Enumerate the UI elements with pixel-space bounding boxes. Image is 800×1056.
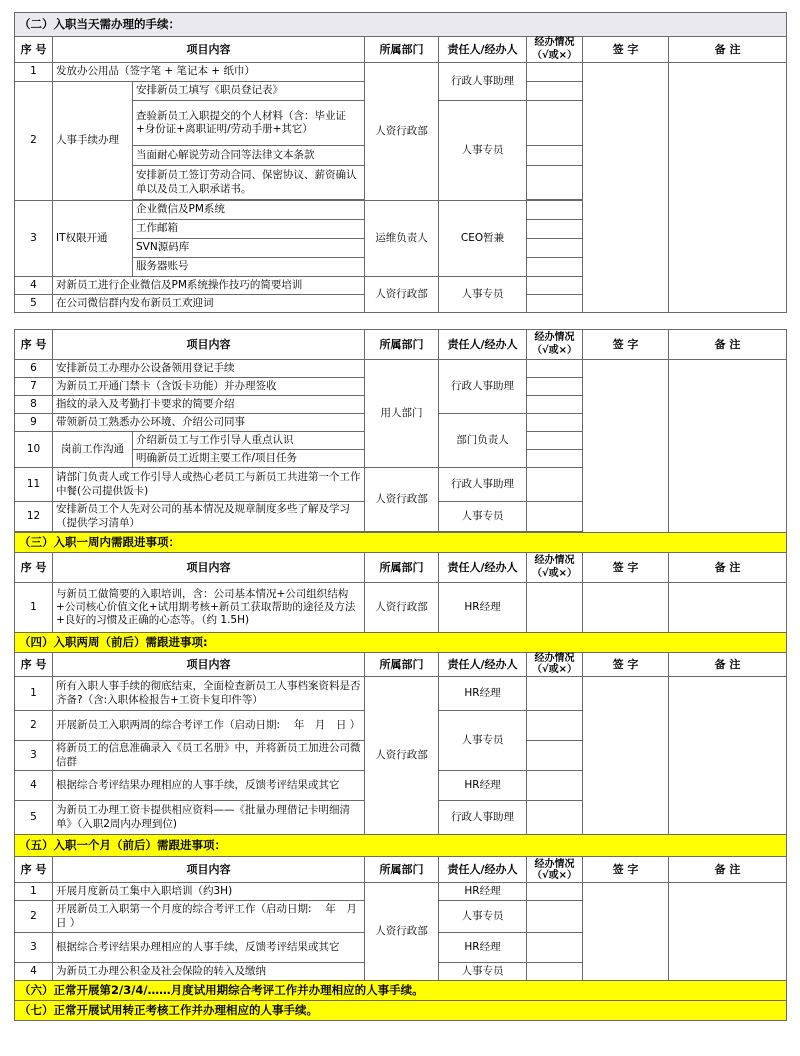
row-dept: 人资行政部: [365, 677, 439, 835]
header-seq: 序 号: [15, 857, 53, 883]
status-cell[interactable]: [527, 258, 583, 277]
row-content: 开展新员工入职两周的综合考评工作（启动日期: 年 月 日 ）: [53, 711, 365, 741]
row-owner: CEO暂兼: [439, 201, 527, 277]
row-content: 发放办公用品（签字笔 + 笔记本 + 纸巾）: [53, 63, 365, 82]
row-subitem: 明确新员工近期主要工作/项目任务: [133, 450, 365, 468]
row-content: 在公司微信群内发布新员工欢迎词: [53, 295, 365, 313]
section-title: （三）入职一周内需跟进事项：: [15, 533, 787, 553]
row-no: 10: [15, 432, 53, 468]
row-owner: 人事专员: [439, 901, 527, 933]
section-title: （六）正常开展第2/3/4/……月度试用期综合考评工作并办理相应的人事手续。: [15, 981, 787, 1001]
row-content: 根据综合考评结果办理相应的人事手续，反馈考评结果或其它: [53, 771, 365, 801]
status-cell[interactable]: [527, 901, 583, 933]
row-no: 3: [15, 201, 53, 277]
header-status: 经办情况 （√或×）: [527, 37, 583, 63]
row-content: 根据综合考评结果办理相应的人事手续，反馈考评结果或其它: [53, 933, 365, 963]
row-no: 3: [15, 933, 53, 963]
header-dept: 所属部门: [365, 653, 439, 677]
section-title: （五）入职一个月（前后）需跟进事项：: [15, 835, 787, 857]
header-sign: 签 字: [583, 37, 669, 63]
header-remark: 备 注: [669, 330, 787, 360]
header-remark: 备 注: [669, 553, 787, 583]
header-dept: 所属部门: [365, 330, 439, 360]
header-seq: 序 号: [15, 330, 53, 360]
status-cell[interactable]: [527, 63, 583, 82]
row-content: 所有入职人事手续的彻底结束，全面检查新员工人事档案资料是否齐备?（含:入职体检报告+工资卡复印件等）: [53, 677, 365, 711]
status-cell[interactable]: [527, 295, 583, 313]
status-cell[interactable]: [527, 583, 583, 633]
row-content: 指纹的录入及考勤打卡要求的简要介绍: [53, 396, 365, 414]
row-owner: HR经理: [439, 933, 527, 963]
row-no: 8: [15, 396, 53, 414]
row-content: 对新员工进行企业微信及PM系统操作技巧的简要培训: [53, 277, 365, 295]
status-cell[interactable]: [527, 396, 583, 414]
status-cell[interactable]: [527, 360, 583, 378]
status-cell[interactable]: [527, 933, 583, 963]
row-no: 5: [15, 801, 53, 835]
section-title: （二）入职当天需办理的手续：: [15, 13, 787, 37]
status-cell[interactable]: [527, 166, 583, 200]
header-content: 项目内容: [53, 37, 365, 63]
row-no: 7: [15, 378, 53, 396]
row-content: 人事手续办理: [53, 82, 133, 201]
row-subitem: 企业微信及PM系统: [133, 201, 365, 220]
header-sign: 签 字: [583, 653, 669, 677]
status-cell[interactable]: [527, 711, 583, 741]
row-no: 4: [15, 277, 53, 295]
row-no: 2: [15, 82, 53, 201]
status-cell[interactable]: [527, 468, 583, 502]
header-seq: 序 号: [15, 37, 53, 63]
status-cell[interactable]: [527, 220, 583, 239]
row-no: 1: [15, 677, 53, 711]
row-no: 1: [15, 63, 53, 82]
row-content: 为新员工开通门禁卡（含饭卡功能）并办理签收: [53, 378, 365, 396]
row-no: 12: [15, 502, 53, 532]
remark-cell[interactable]: [669, 583, 787, 633]
sign-cell[interactable]: [583, 883, 669, 981]
header-owner: 责任人/经办人: [439, 37, 527, 63]
row-no: 4: [15, 963, 53, 981]
header-sign: 签 字: [583, 857, 669, 883]
header-owner: 责任人/经办人: [439, 653, 527, 677]
row-no: 5: [15, 295, 53, 313]
table-day-one: [14, 12, 787, 313]
sign-cell[interactable]: [583, 360, 669, 533]
row-owner: HR经理: [439, 583, 527, 633]
row-content: 安排新员工个人先对公司的基本情况及规章制度多些了解及学习（提供学习清单）: [53, 502, 365, 532]
row-owner: HR经理: [439, 883, 527, 901]
row-content: 安排新员工办理办公设备领用登记手续: [53, 360, 365, 378]
header-owner: 责任人/经办人: [439, 553, 527, 583]
row-subitem: 查验新员工入职提交的个人材料（含：毕业证+身份证+离职证明/劳动手册+其它）: [133, 101, 365, 146]
row-owner: 人事专员: [439, 711, 527, 771]
row-dept: 人资行政部: [365, 583, 439, 633]
row-no: 3: [15, 741, 53, 771]
header-content: 项目内容: [53, 553, 365, 583]
row-no: 6: [15, 360, 53, 378]
onboarding-checklist: [14, 12, 786, 1021]
row-owner: 行政人事助理: [439, 468, 527, 502]
status-cell[interactable]: [527, 432, 583, 450]
header-status: 经办情况 （√或×）: [527, 653, 583, 677]
row-content: 与新员工做简要的入职培训，含：公司基本情况+公司组织结构+公司核心价值文化+试用期考核+新员工获取帮助的途径及方法+良好的习惯及正确的心态等。（约 1.5H): [53, 583, 365, 633]
sign-cell[interactable]: [583, 63, 669, 313]
row-owner: HR经理: [439, 771, 527, 801]
row-dept: 用人部门: [365, 360, 439, 468]
header-seq: 序 号: [15, 653, 53, 677]
row-content: 为新员工办理工资卡提供相应资料——《批量办理借记卡明细清单》（入职2周内办理到位): [53, 801, 365, 835]
row-content: 岗前工作沟通: [53, 432, 133, 468]
row-dept: 人资行政部: [365, 468, 439, 532]
row-owner: 行政人事助理: [439, 801, 527, 835]
header-sign: 签 字: [583, 330, 669, 360]
row-dept: 人资行政部: [365, 63, 439, 201]
row-owner: HR经理: [439, 677, 527, 711]
row-content: 为新员工办理公积金及社会保险的转入及缴纳: [53, 963, 365, 981]
status-cell[interactable]: [527, 201, 583, 220]
row-content: 开展新员工入职第一个月度的综合考评工作（启动日期: 年 月 日 ）: [53, 901, 365, 933]
row-no: 2: [15, 901, 53, 933]
row-content: 开展月度新员工集中入职培训（约3H): [53, 883, 365, 901]
sign-cell[interactable]: [583, 583, 669, 633]
row-subitem: 工作邮箱: [133, 220, 365, 239]
header-content: 项目内容: [53, 857, 365, 883]
section-title: （七）正常开展试用转正考核工作并办理相应的人事手续。: [15, 1001, 787, 1021]
row-no: 1: [15, 583, 53, 633]
row-no: 11: [15, 468, 53, 502]
status-cell[interactable]: [527, 414, 583, 432]
status-cell[interactable]: [527, 101, 583, 146]
row-owner: 人事专员: [439, 502, 527, 532]
status-cell[interactable]: [527, 378, 583, 396]
header-dept: 所属部门: [365, 857, 439, 883]
sign-cell[interactable]: [583, 677, 669, 835]
row-dept: 运维负责人: [365, 201, 439, 277]
row-subitem: 安排新员工签订劳动合同、保密协议、薪资确认单以及员工入职承诺书。: [133, 166, 365, 200]
status-cell[interactable]: [527, 801, 583, 835]
status-cell[interactable]: [527, 771, 583, 801]
row-dept: 人资行政部: [365, 883, 439, 981]
row-content: 请部门负责人或工作引导人或热心老员工与新员工共进第一个工作中餐(公司提供饭卡): [53, 468, 365, 502]
remark-cell[interactable]: [669, 63, 787, 313]
status-cell[interactable]: [527, 450, 583, 468]
header-status: 经办情况 （√或×）: [527, 857, 583, 883]
status-cell[interactable]: [527, 239, 583, 258]
row-owner: 人事专员: [439, 277, 527, 313]
status-cell[interactable]: [527, 82, 583, 101]
header-owner: 责任人/经办人: [439, 330, 527, 360]
row-dept: 人资行政部: [365, 277, 439, 313]
header-dept: 所属部门: [365, 553, 439, 583]
table-followups: [14, 329, 787, 1021]
row-subitem: 介绍新员工与工作引导人重点认识: [133, 432, 365, 450]
row-subitem: 当面耐心解说劳动合同等法律文本条款: [133, 146, 365, 166]
row-no: 2: [15, 711, 53, 741]
row-owner: 行政人事助理: [439, 63, 527, 101]
remark-cell[interactable]: [669, 360, 787, 533]
header-status: 经办情况 （√或×）: [527, 330, 583, 360]
row-subitem: SVN源码库: [133, 239, 365, 258]
status-cell[interactable]: [527, 883, 583, 901]
row-subitem: 服务器账号: [133, 258, 365, 277]
header-seq: 序 号: [15, 553, 53, 583]
status-cell[interactable]: [527, 677, 583, 711]
status-cell[interactable]: [527, 741, 583, 771]
status-cell[interactable]: [527, 963, 583, 981]
row-subitem: 安排新员工填写《职员登记表》: [133, 82, 365, 101]
row-owner: 人事专员: [439, 101, 527, 201]
row-content: 将新员工的信息准确录入《员工名册》中，并将新员工加进公司微信群: [53, 741, 365, 771]
status-cell[interactable]: [527, 277, 583, 295]
header-content: 项目内容: [53, 653, 365, 677]
header-remark: 备 注: [669, 37, 787, 63]
row-owner: 人事专员: [439, 963, 527, 981]
row-no: 1: [15, 883, 53, 901]
header-remark: 备 注: [669, 653, 787, 677]
status-cell[interactable]: [527, 146, 583, 166]
section-title: （四）入职两周（前后）需跟进事项:: [15, 633, 787, 653]
header-sign: 签 字: [583, 553, 669, 583]
header-owner: 责任人/经办人: [439, 857, 527, 883]
header-status: 经办情况 （√或×）: [527, 553, 583, 583]
row-no: 9: [15, 414, 53, 432]
remark-cell[interactable]: [669, 677, 787, 835]
row-owner: 行政人事助理: [439, 360, 527, 414]
row-owner: 部门负责人: [439, 414, 527, 468]
row-content: IT权限开通: [53, 201, 133, 277]
status-cell[interactable]: [527, 502, 583, 532]
header-remark: 备 注: [669, 857, 787, 883]
row-content: 带领新员工熟悉办公环境、介绍公司同事: [53, 414, 365, 432]
header-dept: 所属部门: [365, 37, 439, 63]
row-no: 4: [15, 771, 53, 801]
header-content: 项目内容: [53, 330, 365, 360]
remark-cell[interactable]: [669, 883, 787, 981]
